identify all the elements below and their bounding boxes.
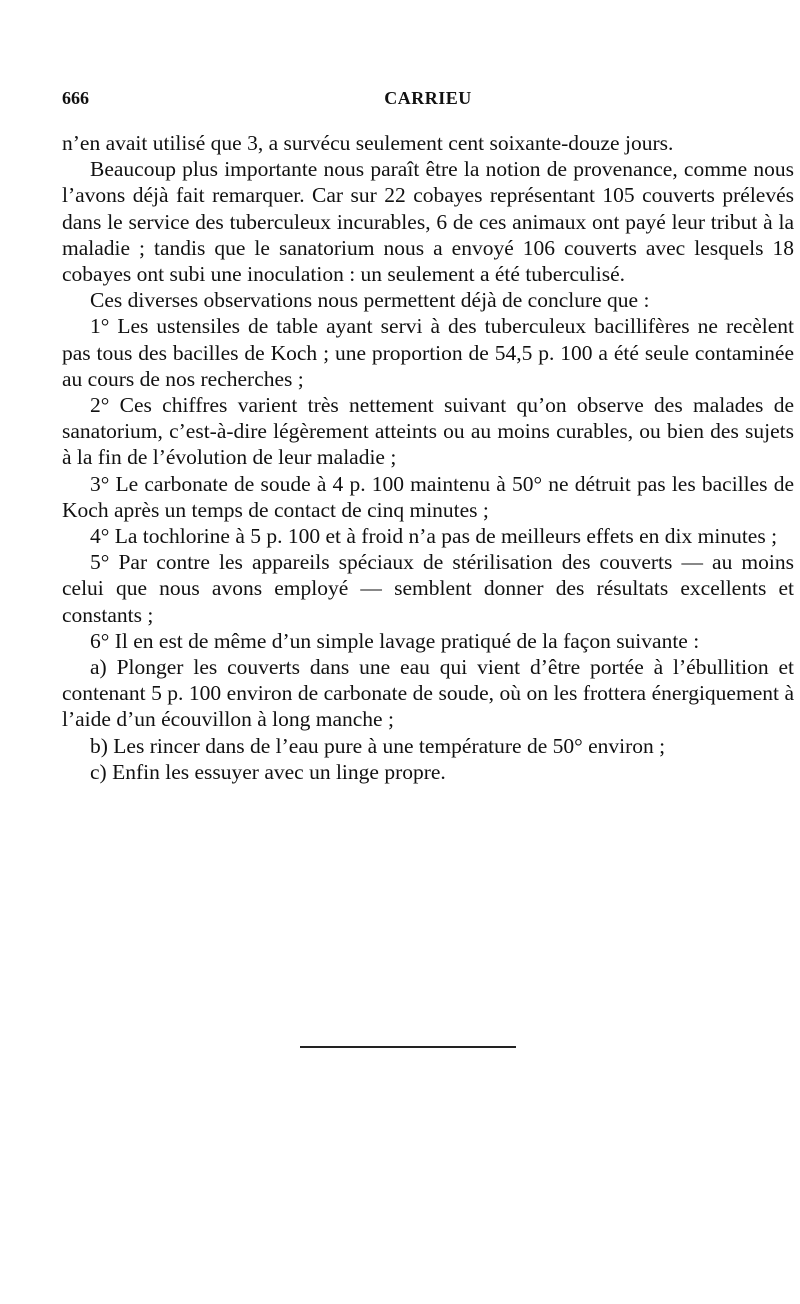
- conclusion-item: 6° Il en est de même d’un simple lavage pratiqué de la façon suivante :: [90, 628, 700, 653]
- page-number: 666: [62, 88, 89, 108]
- page-header: [62, 88, 794, 114]
- conclusion-item: 4° La tochlorine à 5 p. 100 et à froid n’a pas de meilleurs effets en dix minutes ;: [90, 524, 778, 549]
- paragraph: Beaucoup plus importante nous paraît être la notion de provenance, comme nous l’avons déjà fait remarquer. Car sur 22 cobayes représentant 105 couverts prélevés dans le service des tuberculeux incurables, 6 de ces animaux ont payé leur tribut à la maladie ; tandis que le sanatorium nous a envoyé 106 couverts avec lesquels 18 cobayes ont subi une inoculation : un seulement a été tuberculisé.: [62, 157, 794, 287]
- conclusion-item: 5° Par contre les appareils spéciaux de stérilisation des couverts — au moins celui que nous avons employé — semblent donner des résultats excellents et constants ;: [62, 550, 794, 627]
- procedure-step: b) Les rincer dans de l’eau pure à une température de 50° environ ;: [90, 733, 666, 758]
- procedure-step: c) Enfin les essuyer avec un linge propre.: [90, 759, 446, 784]
- conclusion-item: 3° Le carbonate de soude à 4 p. 100 maintenu à 50° ne détruit pas les bacilles de Koch après un temps de contact de cinq minutes ;: [62, 471, 794, 522]
- conclusion-item: 1° Les ustensiles de table ayant servi à des tuberculeux bacillifères ne recèlent pas tous des bacilles de Koch ; une proportion de 54,5 p. 100 a été seule contaminée au cours de nos recherches ;: [62, 314, 794, 391]
- document-page: [62, 88, 794, 785]
- end-rule: [300, 1046, 516, 1048]
- procedure-step: a) Plonger les couverts dans une eau qui vient d’être portée à l’ébullition et contenant 5 p. 100 environ de carbonate de soude, où on les frottera énergiquement à l’aide d’un écouvillon à long manche ;: [62, 655, 794, 732]
- body-text: [62, 130, 794, 785]
- running-head: CARRIEU: [384, 88, 472, 108]
- paragraph: n’en avait utilisé que 3, a survécu seulement cent soixante-douze jours.: [62, 131, 674, 155]
- paragraph: Ces diverses observations nous permettent déjà de conclure que :: [90, 288, 650, 313]
- conclusion-item: 2° Ces chiffres varient très nettement suivant qu’on observe des malades de sanatorium, c’est-à-dire légèrement atteints ou au moins curables, ou bien des sujets à la fin de l’évolution de leur maladie ;: [62, 393, 794, 470]
